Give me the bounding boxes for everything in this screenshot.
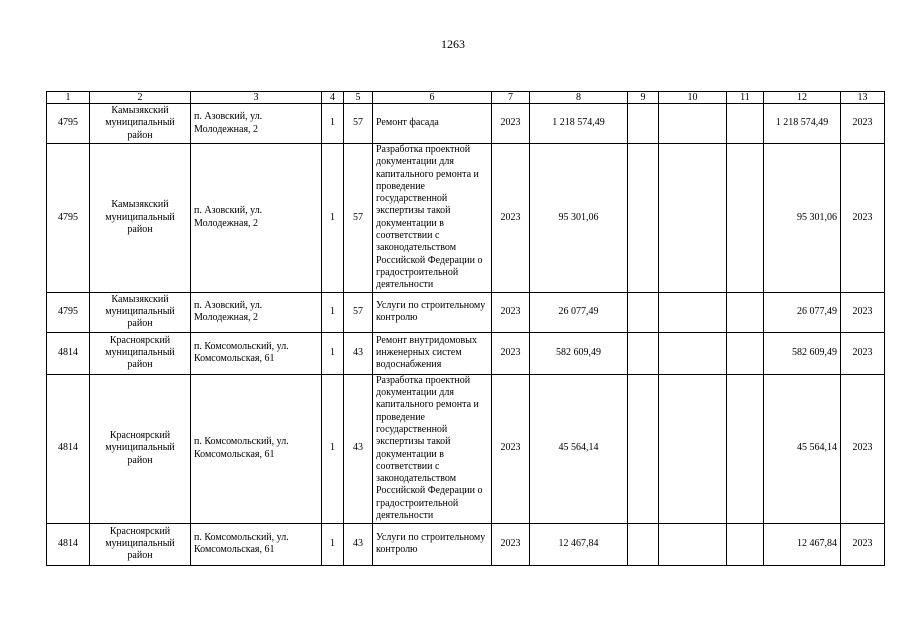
- col9-cell: [628, 332, 659, 374]
- district-cell: Камызякский муниципальный район: [90, 144, 191, 293]
- address-cell: п. Комсомольский, ул. Комсомольская, 61: [191, 374, 322, 523]
- year-cell: 2023: [492, 104, 530, 144]
- column-header: 2: [90, 92, 191, 104]
- col4-cell: 1: [322, 104, 344, 144]
- col4-cell: 1: [322, 523, 344, 565]
- object-id: 4814: [47, 332, 90, 374]
- district-cell: Красноярский муниципальный район: [90, 374, 191, 523]
- total-cost-cell: 1 218 574,49: [530, 104, 628, 144]
- address-cell: п. Комсомольский, ул. Комсомольская, 61: [191, 332, 322, 374]
- column-header: 12: [764, 92, 841, 104]
- column-header: 5: [344, 92, 373, 104]
- col10-cell: [659, 104, 727, 144]
- column-header: 11: [727, 92, 764, 104]
- col12-cell: 582 609,49: [764, 332, 841, 374]
- district-cell: Камызякский муниципальный район: [90, 292, 191, 332]
- col11-cell: [727, 332, 764, 374]
- col4-cell: 1: [322, 374, 344, 523]
- col9-cell: [628, 104, 659, 144]
- total-cost-cell: 26 077,49: [530, 292, 628, 332]
- col13-cell: 2023: [841, 104, 885, 144]
- col13-cell: 2023: [841, 292, 885, 332]
- table-row: [47, 292, 885, 332]
- column-number-row: [47, 92, 885, 104]
- work-type-cell: Услуги по строительному контролю: [373, 292, 492, 332]
- col12-cell: 95 301,06: [764, 144, 841, 293]
- object-id: 4814: [47, 523, 90, 565]
- col10-cell: [659, 144, 727, 293]
- object-id: 4814: [47, 374, 90, 523]
- col4-cell: 1: [322, 292, 344, 332]
- col10-cell: [659, 332, 727, 374]
- object-id: 4795: [47, 104, 90, 144]
- table-row: [47, 104, 885, 144]
- total-cost-cell: 45 564,14: [530, 374, 628, 523]
- col4-cell: 1: [322, 332, 344, 374]
- table-row: [47, 144, 885, 293]
- col5-cell: 57: [344, 104, 373, 144]
- page-number: 1263: [441, 37, 465, 51]
- col5-cell: 43: [344, 332, 373, 374]
- col10-cell: [659, 523, 727, 565]
- col5-cell: 43: [344, 374, 373, 523]
- district-cell: Красноярский муниципальный район: [90, 332, 191, 374]
- column-header: 1: [47, 92, 90, 104]
- table-row: [47, 332, 885, 374]
- col13-cell: 2023: [841, 523, 885, 565]
- column-header: 4: [322, 92, 344, 104]
- column-header: 13: [841, 92, 885, 104]
- col11-cell: [727, 144, 764, 293]
- column-header: 9: [628, 92, 659, 104]
- column-header: 3: [191, 92, 322, 104]
- object-id: 4795: [47, 292, 90, 332]
- year-cell: 2023: [492, 523, 530, 565]
- work-type-cell: Услуги по строительному контролю: [373, 523, 492, 565]
- work-type-cell: Разработка проектной документации для капитального ремонта и проведение государственной экспертизы такой документации в соответствии с законодательством Российской Федерации о градостроительной деятельности: [373, 144, 492, 293]
- address-cell: п. Азовский, ул. Молодежная, 2: [191, 144, 322, 293]
- col9-cell: [628, 292, 659, 332]
- col10-cell: [659, 292, 727, 332]
- year-cell: 2023: [492, 332, 530, 374]
- object-id: 4795: [47, 144, 90, 293]
- year-cell: 2023: [492, 144, 530, 293]
- col11-cell: [727, 523, 764, 565]
- district-cell: Камызякский муниципальный район: [90, 104, 191, 144]
- total-cost-cell: 95 301,06: [530, 144, 628, 293]
- col12-cell: 12 467,84: [764, 523, 841, 565]
- work-type-cell: Ремонт внутридомовых инженерных систем водоснабжения: [373, 332, 492, 374]
- total-cost-cell: 582 609,49: [530, 332, 628, 374]
- address-cell: п. Азовский, ул. Молодежная, 2: [191, 292, 322, 332]
- col11-cell: [727, 374, 764, 523]
- year-cell: 2023: [492, 374, 530, 523]
- col9-cell: [628, 374, 659, 523]
- col4-cell: 1: [322, 144, 344, 293]
- col12-cell: 1 218 574,49: [764, 104, 841, 144]
- col13-cell: 2023: [841, 374, 885, 523]
- col13-cell: 2023: [841, 332, 885, 374]
- column-header: 10: [659, 92, 727, 104]
- column-header: 7: [492, 92, 530, 104]
- column-header: 6: [373, 92, 492, 104]
- table-row: [47, 374, 885, 523]
- col12-cell: 45 564,14: [764, 374, 841, 523]
- year-cell: 2023: [492, 292, 530, 332]
- table-row: [47, 523, 885, 565]
- address-cell: п. Комсомольский, ул. Комсомольская, 61: [191, 523, 322, 565]
- district-cell: Красноярский муниципальный район: [90, 523, 191, 565]
- col9-cell: [628, 144, 659, 293]
- col11-cell: [727, 292, 764, 332]
- work-type-cell: Ремонт фасада: [373, 104, 492, 144]
- col5-cell: 43: [344, 523, 373, 565]
- col11-cell: [727, 104, 764, 144]
- col9-cell: [628, 523, 659, 565]
- work-type-cell: Разработка проектной документации для капитального ремонта и проведение государственной экспертизы такой документации в соответствии с законодательством Российской Федерации о градостроительной деятельности: [373, 374, 492, 523]
- total-cost-cell: 12 467,84: [530, 523, 628, 565]
- col12-cell: 26 077,49: [764, 292, 841, 332]
- col10-cell: [659, 374, 727, 523]
- col13-cell: 2023: [841, 144, 885, 293]
- address-cell: п. Азовский, ул. Молодежная, 2: [191, 104, 322, 144]
- capital-repair-table: [46, 91, 885, 566]
- column-header: 8: [530, 92, 628, 104]
- col5-cell: 57: [344, 144, 373, 293]
- col5-cell: 57: [344, 292, 373, 332]
